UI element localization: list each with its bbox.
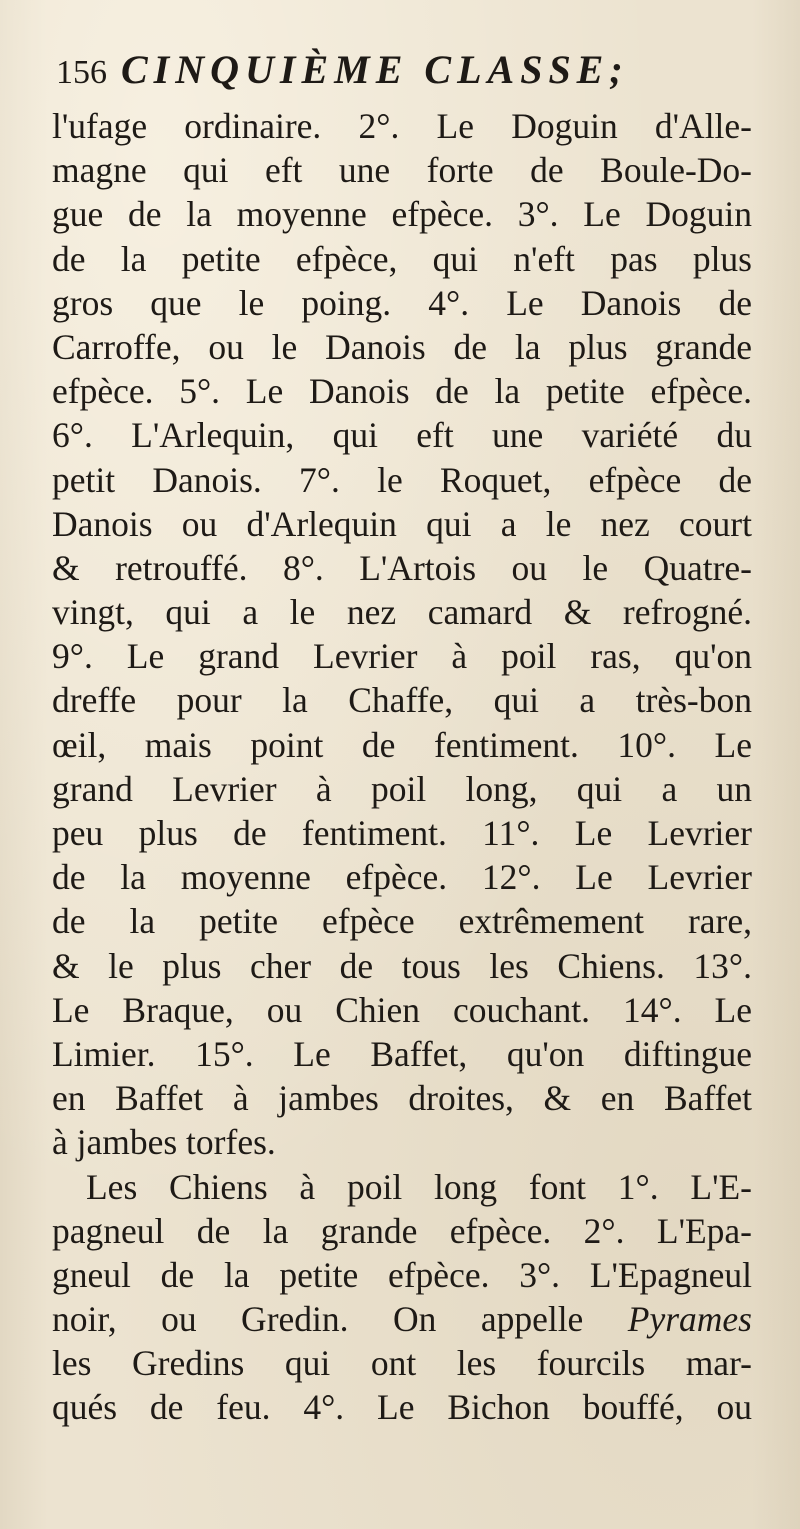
text-segment: noir, ou Gredin. On appelle [52,1299,584,1340]
text-line: de la moyenne efpèce. 12°. Le Levrier [52,857,752,898]
text-line: l'ufage ordinaire. 2°. Le Doguin d'Alle- [52,106,752,146]
body-text [52,104,752,1430]
text-line: qués de feu. 4°. Le Bichon bouffé, ou [52,1387,752,1428]
text-line: & retrouffé. 8°. L'Artois ou le Quatre- [52,547,752,588]
page-number: 156 [56,54,107,91]
text-line: Danois ou d'Arlequin qui a le nez court [52,503,752,544]
text-line: peu plus de fentiment. 11°. Le Levrier [52,813,752,853]
text-line: de la petite efpèce extrêmement rare, [52,901,752,942]
text-line: 6°. L'Arlequin, qui eft une variété du [52,415,752,456]
running-head: CINQUIÈME CLASSE; [121,47,629,92]
text-line: de la petite efpèce, qui n'eft pas plus [52,238,752,279]
text-line: pagneul de la grande efpèce. 2°. L'Epa- [52,1210,752,1251]
text-line: Limier. 15°. Le Baffet, qu'on diftingue [52,1033,752,1074]
text-line: magne qui eft une forte de Boule-Do- [52,150,752,191]
text-line-with-italic [52,1297,752,1341]
text-line: Le Braque, ou Chien couchant. 14°. Le [52,989,752,1030]
text-line: 9°. Le grand Levrier à poil ras, qu'on [52,636,752,677]
text-line: à jambes torfes. [52,1122,276,1163]
italic-term: Pyrames [627,1299,752,1340]
text-line: gros que le poing. 4°. Le Danois de [52,282,752,323]
text-line: en Baffet à jambes droites, & en Baffet [52,1078,752,1119]
text-line: gue de la moyenne efpèce. 3°. Le Doguin [52,194,752,235]
text-line: dreffe pour la Chaffe, qui a très-bon [52,680,752,721]
text-line: grand Levrier à poil long, qui a un [52,768,752,809]
text-line: vingt, qui a le nez camard & refrogné. [52,592,752,633]
text-line: efpèce. 5°. Le Danois de la petite efpèce. [52,371,752,412]
text-line: Carroffe, ou le Danois de la plus grande [52,326,752,367]
text-line: œil, mais point de fentiment. 10°. Le [52,724,752,765]
text-line: petit Danois. 7°. le Roquet, efpèce de [52,459,752,500]
text-line: Les Chiens à poil long font 1°. L'E- [86,1166,752,1207]
text-line: & le plus cher de tous les Chiens. 13°. [52,945,752,986]
text-line: gneul de la petite efpèce. 3°. L'Epagneul [52,1254,752,1295]
page-header [56,44,746,96]
text-line: les Gredins qui ont les fourcils mar- [52,1343,752,1384]
